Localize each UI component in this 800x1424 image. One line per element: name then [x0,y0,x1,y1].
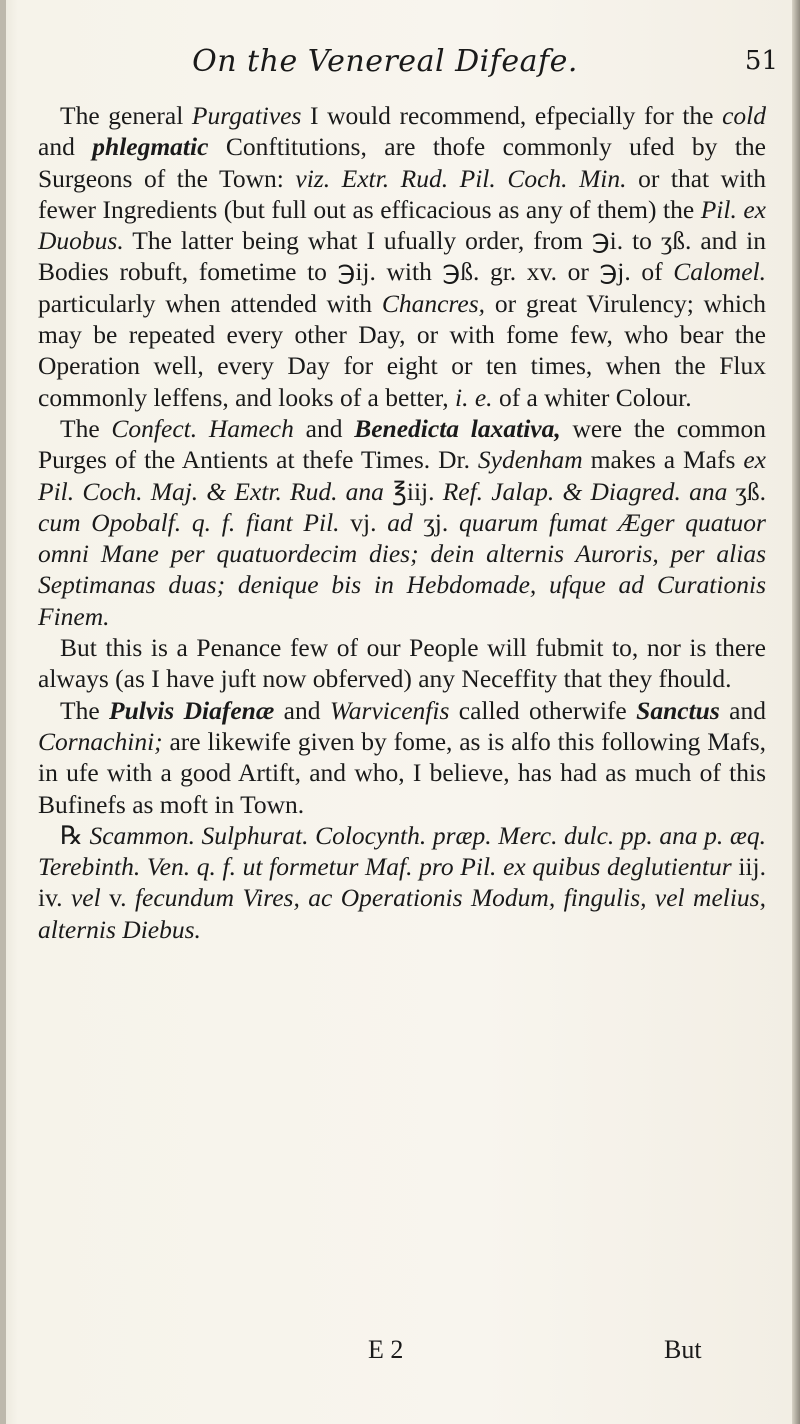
text-run: Pil. ex Duobus. [38,194,766,256]
text-run: makes a Mafs [582,445,744,475]
paragraph-penance [38,632,766,695]
text-run: ʒß. [727,476,766,506]
text-run: are likewife given by fome, as is alfo this following Mafs, in ufe with a good Artift, and who, I believe, has had as much of this Bufinefs as moft in Town. [38,726,766,819]
text-run: vel [70,883,101,913]
page-right-edge [792,0,800,1424]
text-run: cold [722,101,766,130]
text-run: Cornachini; [38,726,163,756]
text-run: Pulvis Diafenæ [109,695,275,725]
text-run: iij. iv. [38,852,766,913]
text-run: But this is a Penance few of our People will fubmit to, nor is there always (as I have juft now obferved) any Neceffity that they fhould. [38,633,766,694]
text-run: phlegmatic [92,132,209,162]
text-run: were the common Purges of the Antients at thefe Times. Dr. [38,413,766,475]
text-run: Purgatives [191,101,302,130]
text-run: cum Opobalf. q. f. fiant Pil. [38,507,340,537]
running-title: On the Venereal Difeafe. [192,44,578,79]
text-run: quarum fumat Æger quatuor omni Mane per quatuordecim dies; dein alternis Auroris, per alias Septimanas duas; denique bis in Hebdomade, ufque ad Curationis Finem. [38,507,766,631]
text-run: The latter being what I ufually order, from ℈i. to ʒß. and in Bodies robuft, fometime to ℈ij. with ℈ß. gr. xv. or ℈j. of [38,226,766,287]
text-run: Confect. Hamech [111,413,294,443]
text-run: vj. [339,507,388,537]
text-run: The [60,695,110,725]
text-run: I would recommend, efpecially for the [301,101,723,130]
page-number: 51 [744,46,778,76]
text-run: fecundum Vires, ac Operationis Modum, fingulis, vel melius, alternis Diebus. [38,883,766,944]
text-run: and [274,695,330,725]
text-run: and [293,413,355,443]
text-run: Scammon. Sulphurat. Colocynth. præp. Merc. dulc. pp. ana p. æq. Terebinth. Ven. q. f. ut formetur Maf. pro Pil. ex quibus deglutientur [38,820,766,882]
paragraph-prescription [38,820,766,945]
text-run: Warvicenfis [329,695,450,725]
signature-mark: E 2 [368,1335,404,1364]
text-run: and [719,695,766,725]
text-run: Calomel. [673,257,766,287]
text-run: The [60,413,112,443]
text-run: Conftitutions, are thofe commonly ufed by the Surgeons of the Town: [38,132,767,193]
text-run: and [38,132,93,162]
text-run: called otherwife [449,695,637,725]
page-left-edge [0,0,6,1424]
text-run: particularly when attended with [38,288,382,318]
paragraph-purgatives [38,100,766,413]
text-run: Benedicta laxativa, [354,413,561,443]
text-run: Sydenham [477,445,583,475]
text-run: v. [100,883,135,913]
page-footer [0,1335,800,1369]
text-run: ad [387,507,413,537]
text-run: or great Virulency; which may be repeated every other Day, or with fome few, who bear the Operation well, every Day for eight or ten times, when the Flux commonly leffens, and looks of a better, [38,288,766,412]
text-run: Sanctus [636,695,720,725]
text-run: of a whiter Colour. [492,382,692,412]
paragraph-pulvis [38,695,766,820]
paragraph-antient-purges [38,413,766,632]
body-text [38,100,766,945]
text-run: ℥iij. [383,476,443,506]
text-run: The general [60,101,192,130]
text-run: Ref. Jalap. & Diagred. ana [442,476,728,506]
text-run: viz. Extr. Rud. Pil. Coch. Min. [295,163,627,193]
text-run: i. e. [455,382,493,412]
catchword: But [664,1335,702,1364]
text-run: Chancres, [381,288,486,318]
text-run: ex Pil. Coch. Maj. & Extr. Rud. ana [38,445,766,506]
text-run: ʒj. [412,507,459,537]
text-run: or that with fewer Ingredients (but full out as efficacious as any of them) the [38,163,766,224]
text-run: ℞ [60,820,90,850]
